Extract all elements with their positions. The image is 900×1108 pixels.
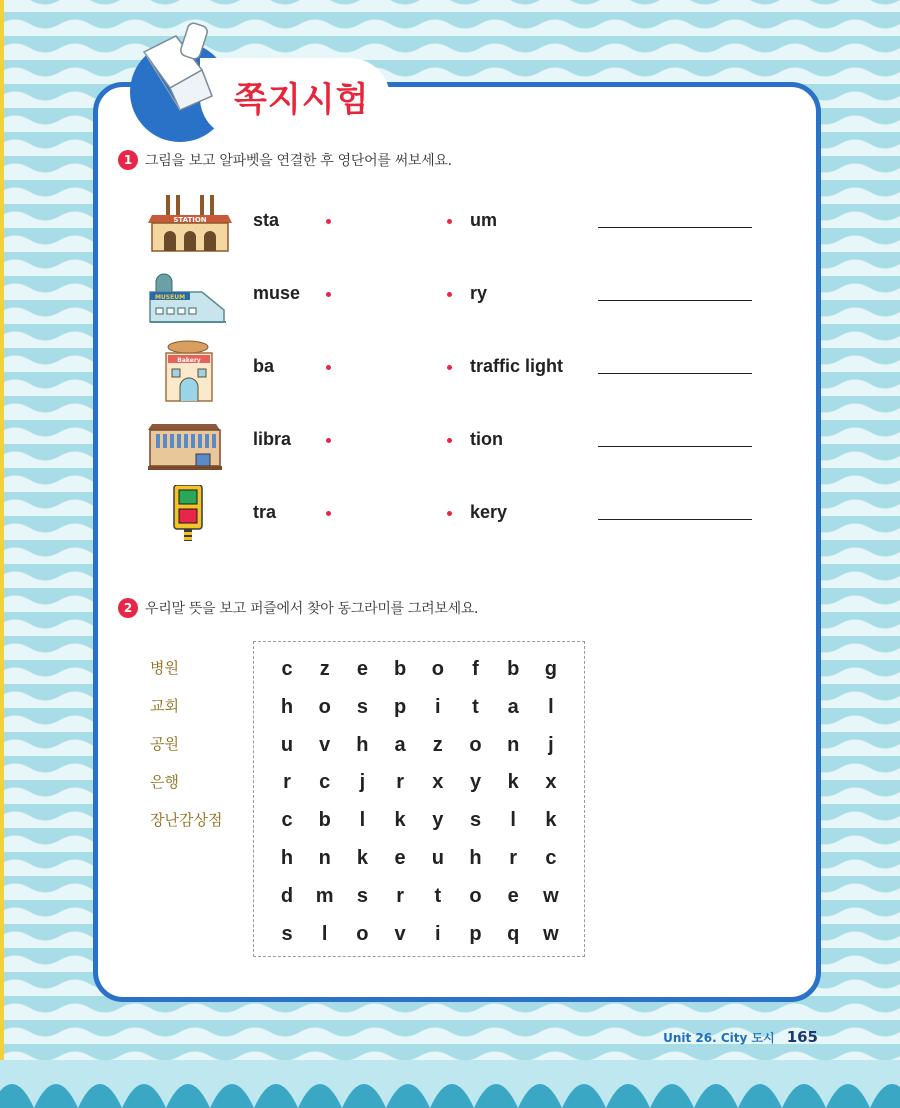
wave-stripe: [0, 1004, 900, 1021]
left-dot[interactable]: [326, 511, 331, 516]
puzzle-cell[interactable]: d: [280, 884, 294, 907]
puzzle-cell[interactable]: n: [318, 847, 331, 869]
wave-stripe: [0, 0, 900, 12]
puzzle-cell[interactable]: a: [507, 695, 519, 718]
title-banner: [130, 18, 400, 128]
puzzle-cell[interactable]: l: [510, 809, 516, 832]
puzzle-cell[interactable]: l: [548, 695, 554, 718]
puzzle-cell[interactable]: h: [356, 733, 369, 756]
unit-label: Unit 26. City 도시: [663, 1031, 775, 1045]
question-1-number: 1: [118, 150, 138, 170]
puzzle-cell[interactable]: o: [469, 733, 482, 756]
word-search-puzzle: [253, 641, 585, 957]
puzzle-cell[interactable]: i: [435, 695, 441, 718]
puzzle-cell[interactable]: r: [509, 847, 518, 869]
left-fragment: sta: [253, 210, 280, 230]
right-fragment: traffic light: [470, 356, 563, 376]
left-dot[interactable]: [326, 438, 331, 443]
right-dot[interactable]: [447, 219, 452, 224]
answer-line[interactable]: [598, 446, 752, 447]
keyword-3: 공원: [150, 735, 179, 753]
puzzle-cell[interactable]: j: [548, 733, 554, 756]
puzzle-cell[interactable]: u: [431, 847, 444, 869]
puzzle-cell[interactable]: p: [393, 695, 407, 718]
puzzle-cell[interactable]: l: [359, 809, 366, 832]
puzzle-cell[interactable]: i: [435, 922, 441, 945]
puzzle-cell[interactable]: l: [321, 922, 328, 945]
puzzle-cell[interactable]: k: [356, 847, 368, 869]
bottom-wave-band: [0, 1060, 900, 1108]
puzzle-cell[interactable]: s: [356, 695, 368, 718]
question-2-instruction: 우리말 뜻을 보고 퍼즐에서 찾아 동그라미를 그려보세요.: [145, 601, 479, 617]
answer-line[interactable]: [598, 227, 752, 228]
answer-line[interactable]: [598, 373, 752, 374]
puzzle-cell[interactable]: o: [356, 922, 369, 945]
puzzle-cell[interactable]: c: [281, 809, 293, 832]
match-row-2: [140, 266, 760, 336]
puzzle-cell[interactable]: x: [432, 771, 444, 794]
left-dot[interactable]: [326, 219, 331, 224]
puzzle-cell[interactable]: q: [507, 922, 520, 945]
question-2-header: [118, 598, 478, 618]
keyword-4: 은행: [150, 773, 179, 791]
puzzle-cell[interactable]: o: [431, 658, 444, 680]
puzzle-cell[interactable]: b: [507, 658, 520, 680]
page-edge-strip: [0, 0, 4, 1108]
answer-line[interactable]: [598, 300, 752, 301]
bakery-icon: [140, 339, 240, 409]
right-fragment: ry: [470, 283, 488, 303]
puzzle-cell[interactable]: k: [507, 771, 519, 794]
question-1-header: [118, 150, 452, 170]
page-number: 165: [786, 1028, 818, 1046]
puzzle-cell[interactable]: t: [472, 695, 479, 718]
puzzle-cell[interactable]: s: [356, 884, 368, 907]
puzzle-cell[interactable]: r: [283, 771, 291, 794]
puzzle-cell[interactable]: a: [394, 733, 406, 756]
right-dot[interactable]: [447, 365, 452, 370]
library-icon: [140, 412, 240, 482]
puzzle-cell[interactable]: f: [472, 658, 479, 680]
left-dot[interactable]: [326, 365, 331, 370]
left-dot[interactable]: [326, 292, 331, 297]
puzzle-cell[interactable]: u: [280, 733, 294, 756]
station-icon: [140, 193, 240, 263]
puzzle-cell[interactable]: b: [318, 809, 331, 832]
puzzle-cell[interactable]: w: [543, 922, 559, 945]
puzzle-cell[interactable]: y: [432, 809, 444, 832]
puzzle-cell[interactable]: r: [396, 884, 404, 907]
puzzle-cell[interactable]: s: [281, 922, 293, 945]
puzzle-cell[interactable]: c: [281, 658, 293, 680]
question-1-instruction: 그림을 보고 알파벳을 연결한 후 영단어를 써보세요.: [145, 153, 452, 169]
left-fragment: ba: [253, 356, 275, 376]
right-dot[interactable]: [447, 438, 452, 443]
match-row-3: [140, 339, 760, 409]
right-fragment: tion: [470, 429, 503, 449]
puzzle-cell[interactable]: t: [434, 884, 442, 907]
match-row-1: [140, 193, 760, 263]
puzzle-cell[interactable]: e: [507, 884, 519, 907]
puzzle-cell[interactable]: j: [359, 771, 366, 794]
puzzle-cell[interactable]: s: [469, 809, 482, 832]
station-sign: STATION: [173, 216, 207, 224]
puzzle-cell[interactable]: y: [469, 771, 482, 794]
match-row-5: [140, 485, 760, 555]
bakery-sign: Bakery: [177, 357, 201, 364]
puzzle-cell[interactable]: r: [396, 771, 404, 794]
puzzle-cell[interactable]: p: [469, 922, 482, 945]
puzzle-cell[interactable]: h: [280, 695, 294, 718]
question-2-number: 2: [118, 598, 138, 618]
puzzle-cell[interactable]: h: [280, 847, 294, 869]
puzzle-cell[interactable]: z: [432, 733, 443, 756]
puzzle-cell[interactable]: w: [543, 884, 559, 907]
puzzle-cell[interactable]: m: [315, 884, 334, 907]
right-fragment: um: [470, 210, 497, 230]
keyword-5: 장난감상점: [150, 811, 223, 829]
puzzle-cell[interactable]: c: [545, 847, 557, 869]
puzzle-cell[interactable]: x: [545, 771, 557, 794]
puzzle-cell[interactable]: c: [319, 771, 331, 794]
page-footer: [663, 1028, 818, 1046]
right-dot[interactable]: [447, 511, 452, 516]
puzzle-cell[interactable]: o: [469, 884, 482, 907]
puzzle-cell[interactable]: h: [469, 847, 482, 869]
puzzle-cell[interactable]: e: [394, 847, 406, 869]
folded-note-icon: [136, 18, 226, 118]
puzzle-cell[interactable]: g: [544, 658, 557, 680]
right-fragment: kery: [470, 502, 508, 522]
puzzle-cell[interactable]: o: [318, 695, 331, 718]
left-fragment: libra: [253, 429, 292, 449]
traffic-light-icon: [140, 485, 240, 555]
puzzle-cell[interactable]: v: [319, 733, 331, 756]
museum-icon: [140, 266, 240, 336]
keyword-2: 교회: [150, 697, 179, 715]
puzzle-cell[interactable]: e: [356, 658, 368, 680]
puzzle-cell[interactable]: k: [545, 809, 557, 832]
puzzle-cell[interactable]: k: [394, 809, 406, 832]
puzzle-cell[interactable]: z: [319, 658, 330, 680]
puzzle-cell[interactable]: n: [507, 733, 520, 756]
museum-sign: MUSEUM: [154, 294, 186, 301]
match-row-4: [140, 412, 760, 482]
page-title: 쪽지시험: [234, 80, 370, 120]
answer-line[interactable]: [598, 519, 752, 520]
keyword-1: 병원: [150, 659, 179, 677]
puzzle-cell[interactable]: v: [394, 922, 406, 945]
left-fragment: tra: [253, 502, 277, 522]
left-fragment: muse: [253, 283, 301, 303]
puzzle-cell[interactable]: b: [393, 658, 407, 680]
right-dot[interactable]: [447, 292, 452, 297]
